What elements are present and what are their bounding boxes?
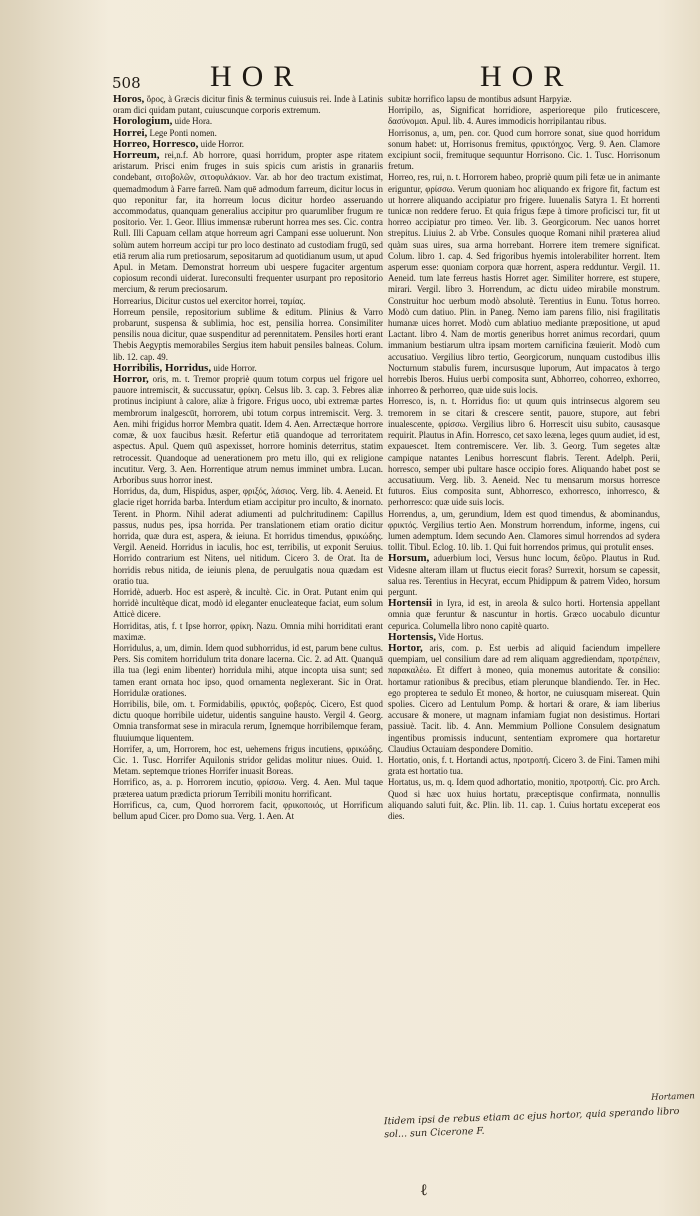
entry-headword: Horos,: [113, 93, 145, 105]
entry-headword: Horologium,: [113, 115, 173, 128]
entry-text: Lege Ponti nomen.: [149, 127, 217, 138]
dictionary-entry: [388, 172, 660, 396]
entry-text: Horribilis, bile, om. t. Formidabilis, φρικτός, φοβερός. Cicero, Est quod dictu quoque horribile uidetur, uidentis sanguine hausto. Vergil 4. Georg. Omnia transformat sese in miracula rerum, Ignemque horribilemque feram, fluuiumque liquentem.: [113, 698, 383, 743]
entry-headword: Horreo, Horresco,: [113, 137, 199, 150]
entry-headword: Horribilis, Horridus,: [113, 361, 212, 374]
dictionary-entry: [388, 553, 660, 598]
entry-text: uide Hora.: [174, 116, 213, 127]
entry-text: Horriditas, atis, f. t Ipse horror, φρίκη. Nazu. Omnia mihi horriditati erant maximæ.: [113, 620, 383, 642]
entry-headword: Hortensii: [388, 597, 432, 610]
entry-headword: Horrei,: [113, 126, 148, 139]
entry-text: Hortatio, onis, f. t. Hortandi actus, προτροπή. Cicero 3. de Fini. Tamen mihi grata est hortatio tua.: [388, 754, 660, 777]
left-column: [113, 94, 383, 822]
entry-text: in Iyra, id est, in areola & sulco horti. Hortensia appellant omnia quæ feruntur & nascuntur in hortis. Græco uocabulo dicuntur cepurica. Columella libro nono capitè quarto.: [388, 598, 660, 631]
entry-text: Horrisonus, a, um, pen. cor. Quod cum horrore sonat, siue quod horridum sonum habet: ut, Horrisonus fremitus, φρικτόηχος. Verg. 9. Aen. Clamore excipiunt socii, fremituque sequuntur Horrisono. Cic. 1. Tusc. Horrisonum fretum.: [388, 127, 660, 172]
entry-text: Horresco, is, n. t. Horridus fio: ut quum quis intrinsecus algorem seu tremorem in se citari & crescere sentit, pauore, stupore, aut febri inualescente, φρίσσω. Vergilius libro 6. Horrescit uisu subito, causasque requirit. Plautus in Afin. Horresco, cet saxo leæna, leges quum audiet, id est, expauescet. Item contremiscere. Ver. lib. 3. Georg. Tum segetes altæ campique natantes Lenibus horrescunt flabris. Terent. Adelph. Perii, horresco, semper ubi pultare hasce occipio fores. Aliquando habet post se accusatiuum. Verg. lib. 3. Aeneid. Nec tu mensarum morsus horresce futuros. Eius composita sunt, Abhorresco, exhorresco, inhorresco, & perhorresco: quæ uide suis locis.: [388, 396, 660, 508]
running-head-right: HOR: [480, 60, 574, 93]
entry-headword: Horsum,: [388, 552, 430, 565]
entry-headword: Hortor,: [388, 641, 423, 654]
entry-text: rei,n.f. Ab horrore, quasi horridum, propter aspe ritatem aristarum. Prisci enim fruges in suis spicis cum aristis in granariis condebant, σιτοβολῶν, σιτοφυλάκιον. Var. ab hor deo tractum existimat, quemadmodum à Farre farreū. Nam quē admodum farreum, dicitur locus in quo reponitur far, ita horreum locus dicitur hordeo asseruando accommodatus, quanquam generalius accipitur pro quarumliber frugum re positorio. Ver. 1. Geor. Illius immensæ ruberunt horrea mes ses. Cic. contra Rull. Illi Capuam cellam atque horreum agri Campani esse uoluerunt. Non solùm autem horreum accipi tur pro loco destinato ad custodiam frugū, sed etiā rerum alia rum pretiosarum, sepositarum ad quotidianum usum, ut apud Apul. in Metam. Demonstrat horreum ubi uespere fugaciter argentum copiosum recondi uiderat. Iureconsulti frequenter usurpant pro repositorio mercium, & rerum preciosarum.: [113, 150, 383, 295]
dictionary-entry: [388, 509, 660, 554]
annotation-tag: Hortamen: [651, 1091, 695, 1103]
entry-text: oris, m. t. Tremor propriè quum totum corpus uel frigore uel pauore intremiscit, & succussatur, φρίκη. Celsus lib. 3. cap. 3. Febres aliæ protinus incipiunt à calore, aliæ à frigore. Frigus uoco, ubi extremæ partes membrorum inalgescūt, horrorem, ubi totum corpus intremiscit. Verg. 3. Aen. mihi frigidus horror Membra quatit. Idem 4. Aen. Arrectæque horrore comæ, & uox faucibus hæsit. Refertur etiā quandoque ad terroritatem aspectus. Apul. Quem quū aspexisset, horrore hominis deterritus, statim retrocessit. Quandoque ad uenerationem pro metu illo, qui ex religione incutitur. Verg. 3. Aen. Horrentique atrum nemus imminet umbra. Lucan. Arboribus suus horror inest.: [113, 374, 383, 485]
entry-headword: Horreum,: [113, 149, 160, 162]
entry-text: ὅρος, à Græcis dicitur finis & terminus cuiusuis rei. Inde à Latinis oram dici quidam putant, cuiuscunque corporis extremum.: [113, 94, 383, 116]
dictionary-entry: [388, 755, 660, 777]
dictionary-entry: [113, 150, 383, 296]
ink-mark-icon: ℓ: [420, 1180, 428, 1199]
dictionary-entry: [388, 632, 660, 643]
page-shadow: [0, 0, 108, 1216]
dictionary-entry: [113, 307, 383, 363]
handwritten-annotation: [383, 1091, 695, 1141]
dictionary-entry: [388, 128, 660, 173]
dictionary-entry: [113, 800, 383, 822]
dictionary-entry: [388, 598, 660, 632]
entry-headword: Hortensis,: [388, 630, 436, 643]
entry-text: aris, com. p. Est uerbis ad aliquid faciendum impellere quempiam, uel consilium dare ad rem aliquam aggrediendam, προτρέπειν, παρακαλέω. Et differt à moneo, quia monemus autoritate & consilio: hortamur rationibus & precibus, etiam plerunque blandiendo. Ter. in Hec. ego propterea te sedulo Et moneo, & hortor, ne cuiusquam misereat. Quin spolies. Cicero ad Lentulum Pomp. & hortari & orare, & iam liberius accusare & monere, ut magnam infamiam fugiat non desistimus. Hortari passiuè. Tacit. lib. 4. Ann. Memmium Pollione Consulem designatum ingentibus promissis inducunt, sententiam expromere qua hortaretur Claudius Octauiam despondere Domitio.: [388, 642, 661, 754]
entry-text: Horridulus, a, um, dimin. Idem quod subhorridus, id est, parum bene cultus. Pers. Sis comitem horridulum trita donare lacerna. Cic. 2. ad Att. Quanquā illa tua (legi enim libenter) horridula mihi, atque incopta uisa sunt; sed tamen erant ornata hoc ipso, quod ornamenta neglexerant. Sic in Orat. Horridulæ orationes.: [113, 642, 383, 698]
dictionary-entry: [113, 643, 383, 699]
entry-text: Horrendus, a, um, gerundium, Idem est quod timendus, & abominandus, φρικτός. Vergilius tertio Aen. Monstrum horrendum, informe, ingens, cui lumen ademptum. Idem secundo Aen. Clamores simul horrendos ad sydera tollit. Tibul. Eclog. 10. lib. 1. Qui fuit horrendos primus, qui protulit enses.: [388, 508, 660, 553]
entry-text: Horridè, aduerb. Hoc est asperè, & incultè. Cic. in Orat. Putant enim qui horridè incultèque dicat, modò id eleganter enucleateque faciat, eum solum Atticè dicere.: [113, 586, 383, 620]
dictionary-entry: [113, 486, 383, 587]
entry-text: uide Horror.: [200, 138, 245, 149]
entry-text: Hortatus, us, m. q. Idem quod adhortatio, monitio, προτροπή. Cic. pro Arch. Quod si hæc uox huius hortatu, præceptisque confirmata, nonnullis aliquando saluti fuit, &c. Plin. lib. 11. cap. 1. Cuius hortatu exceperat eos dies.: [388, 777, 660, 821]
entry-text: subitæ horrifico lapsu de montibus adsunt Harpyiæ.: [388, 94, 572, 104]
dictionary-entry: [388, 777, 660, 822]
dictionary-entry: [113, 699, 383, 744]
dictionary-entry: [113, 374, 383, 486]
entry-text: aduerbium loci, Versus hunc locum, δεῦρο. Plautus in Rud. Videsne alteram illam ut fluctus eiecit foras? Surrexit, horsum se capessit, salua res. Terentius in Hecyrat, eccum Phidippum & patrem Video, horsum pergunt.: [388, 553, 660, 597]
entry-text: uide Horror.: [213, 362, 257, 373]
entry-text: Horridus, da, dum, Hispidus, asper, φριξός, λάσιος. Verg. lib. 4. Aeneid. Et glacie riget horrida barba. Interdum etiam accipitur pro inculto, & inornato. Terent. in Phorm. Nihil aderat adiumenti ad pulchritudinem: Capillus passus, nudus pes, ipsa horrida. Per translationem etiam oratio dicitur horrida, quæ dura est, aspera, & ieiuna. Et horridus timendus, φρικώδης. Vergil. Aeneid. Horridus in iaculis, hoc est, terribilis, ut exponit Seruius. Horrido contrarium est Nitens, uel nitidum. Cicero 3. de Orat. Ita de horridis rebus nitida, de ieiunis plena, de peruulgatis noua quædam est oratio tua.: [113, 486, 383, 586]
dictionary-entry: [388, 94, 660, 105]
right-column: [388, 94, 660, 822]
dictionary-entry: [113, 116, 383, 127]
entry-text: Horrearius, Dicitur custos uel exercitor horrei, ταμίας.: [113, 295, 306, 306]
dictionary-entry: [388, 396, 660, 508]
entry-text: Horreum pensile, repositorium sublime & editum. Plinius & Varro probarunt, suspensa & sublimia, hoc est, pensilia horrea. Consimiliter pensilis noua dicitur, quae suspenditur ad perennitatem. Pensiles horti erant Thebis Aegyptis memorabiles Sergius item habuit pensiles balneas. Colum. lib. 12. cap. 49.: [113, 306, 383, 362]
running-head-left: HOR: [210, 60, 304, 93]
dictionary-entry: [113, 621, 383, 643]
dictionary-entry: [113, 363, 383, 374]
dictionary-entry: [113, 777, 383, 799]
entry-text: Horrifico, as, a. p. Horrorem incutio, φρίσσω. Verg. 4. Aen. Mul taque præterea uatum prædicta priorum Terribili monitu horrificant.: [113, 777, 383, 799]
entry-headword: Horror,: [113, 373, 149, 386]
entry-text: Horrificus, ca, cum, Quod horrorem facit, φρικοποιός, ut Horrificum bellum apud Cicer. pro Domo sua. Verg. 1. Aen. At: [113, 799, 383, 821]
entry-text: Vide Hortus.: [438, 631, 484, 642]
entry-text: Horrifer, a, um, Horrorem, hoc est, uehemens frigus incutiens, φρικώδης. Cic. 1. Tusc. Horrifer Aquilonis stridor gelidas molitur niues. Ouid. 1. Metam. septemque triones Horrifer inuasit Boreas.: [113, 743, 383, 777]
dictionary-entry: [113, 587, 383, 621]
dictionary-entry: [113, 744, 383, 778]
entry-text: Horripilo, as, Significat horridiore, asperioreque pilo fruticescere, δασύνομαι. Apul. lib. 4. Aures immodicis horripilantau ribus.: [388, 105, 660, 127]
dictionary-entry: [113, 94, 383, 116]
dictionary-entry: [113, 296, 383, 307]
dictionary-entry: [388, 105, 660, 127]
entry-text: Horreo, res, rui, n. t. Horrorem habeo, propriè quum pili fetæ ue in animante eriguntur, φρίσσω. Verum quoniam hoc aliquando ex frigore fit, factum est ut horrere aliquando accipiatur pro frigere. Iuuenalis Satyra 1. Et horrenti tunicæ non reddere feruo. Et quia frigus fæpe à timore proficisci tur, fit ut horreo accipiatur pro timeo. Ver. lib. 3. Georgicorum. Nec uanos horret strepitus. Liuius 2. ab Vrbe. Consules quoque Romani nihil præterea aliud quàm suas uires, sua arma horrebant. Horrere item tremere significat. Colum. libro 1. cap. 4. Sed frigoribus hyemis intolerabiliter horrent. Item asperum esse: quoniam corpora quæ horrent, aspera redduntur. Vergil. 11. Aeneid. tum late ferreus hastis Horret ager. Similiter horrere, est stupere, mirari. Vergil. libro 3. Horrendum, ac dictu uideo mirabile monstrum. Construitur hoc uerbum modò absolutè. Terentius in Eunu. Totus horreo. Modò cum datiuo. Plin. in Paneg. Nemo iam parens filio, nisi fragilitatis humanæ uices horret. Modò cum ablatiuo mediante præpositione, ut apud Lactant. libro 4. Nam de mortis generibus horret animus recordari, quum immanium bestiarum ultra ipsam mortem carnificina fæuierit. Modò cum accusatiuo. Vergilius libro tertio, Georgicorum, nunquam custodibus illis Nocturnum stabulis furem, incursusque luporum, Aut impacatos à tergo horrebis Iberos. Huius uerbi composita sunt, Abhorreo, cohorreo, exhorreo, inhorreo & perhorreo, quæ uide suis locis.: [388, 172, 660, 396]
dictionary-entry: [388, 643, 660, 755]
folio-number: 508: [112, 74, 141, 92]
annotation-text: Itidem ipsi de rebus etiam ac ejus hortor, quia sperando libro sol... sun Cicerone F.: [383, 1105, 680, 1141]
